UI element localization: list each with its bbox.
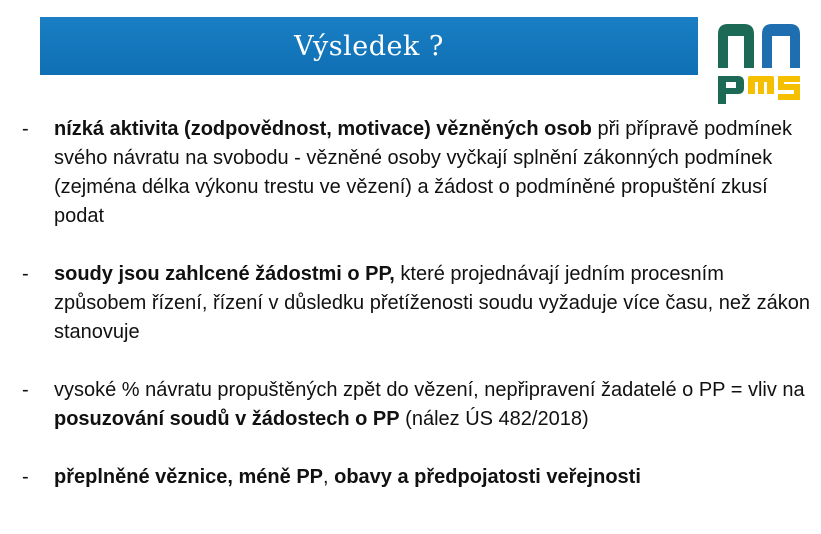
- bullet-item: [22, 260, 817, 347]
- bullet-item: [22, 115, 817, 231]
- bold-segment: soudy jsou zahlcené žádostmi o PP,: [54, 263, 395, 285]
- bullet-item: [22, 463, 817, 492]
- logo-letter-m: [748, 76, 774, 94]
- bullet-text: [54, 463, 817, 492]
- bullet-dash: -: [22, 379, 29, 401]
- text-segment: ,: [323, 466, 335, 488]
- slide-title: Výsledek ?: [294, 30, 444, 62]
- logo-m-shape-right: [762, 24, 800, 68]
- bullet-dash: -: [22, 263, 29, 285]
- bullet-item: [22, 376, 817, 434]
- text-segment: které projednávají jedním procesním způsobem řízení, řízení v důsledku přetíženosti soudu vyžaduje více času, než zákon stanovuje: [54, 263, 810, 343]
- logo-letter-s: [778, 76, 800, 100]
- bullet-text: [54, 115, 817, 231]
- bullet-dash: -: [22, 466, 29, 488]
- bullet-list: [22, 115, 817, 521]
- pms-logo: [714, 20, 804, 108]
- logo-letter-p: [718, 76, 744, 104]
- text-segment: vysoké % návratu propuštěných zpět do vězení, nepřipravení žadatelé o PP = vliv na: [54, 379, 805, 401]
- bullet-text: [54, 376, 817, 434]
- text-segment: při přípravě podmínek svého návratu na svobodu - vězněné osoby vyčkají splnění zákonných podmínek (zejména délka výkonu trestu ve vězení) a žádost o podmíněné propuštění zkusí podat: [54, 118, 793, 227]
- logo-m-shape: [718, 24, 754, 68]
- text-segment: (nález ÚS 482/2018): [399, 408, 589, 430]
- bold-segment: nízká aktivita (zodpovědnost, motivace) vězněných osob: [54, 118, 592, 140]
- bold-segment: posuzování soudů v žádostech o PP: [54, 408, 400, 430]
- title-bar: [40, 17, 698, 75]
- bold-segment: přeplněné věznice, méně PP: [54, 466, 323, 488]
- bullet-dash: -: [22, 118, 29, 140]
- bold-segment: obavy a předpojatosti veřejnosti: [334, 466, 641, 488]
- bullet-text: [54, 260, 817, 347]
